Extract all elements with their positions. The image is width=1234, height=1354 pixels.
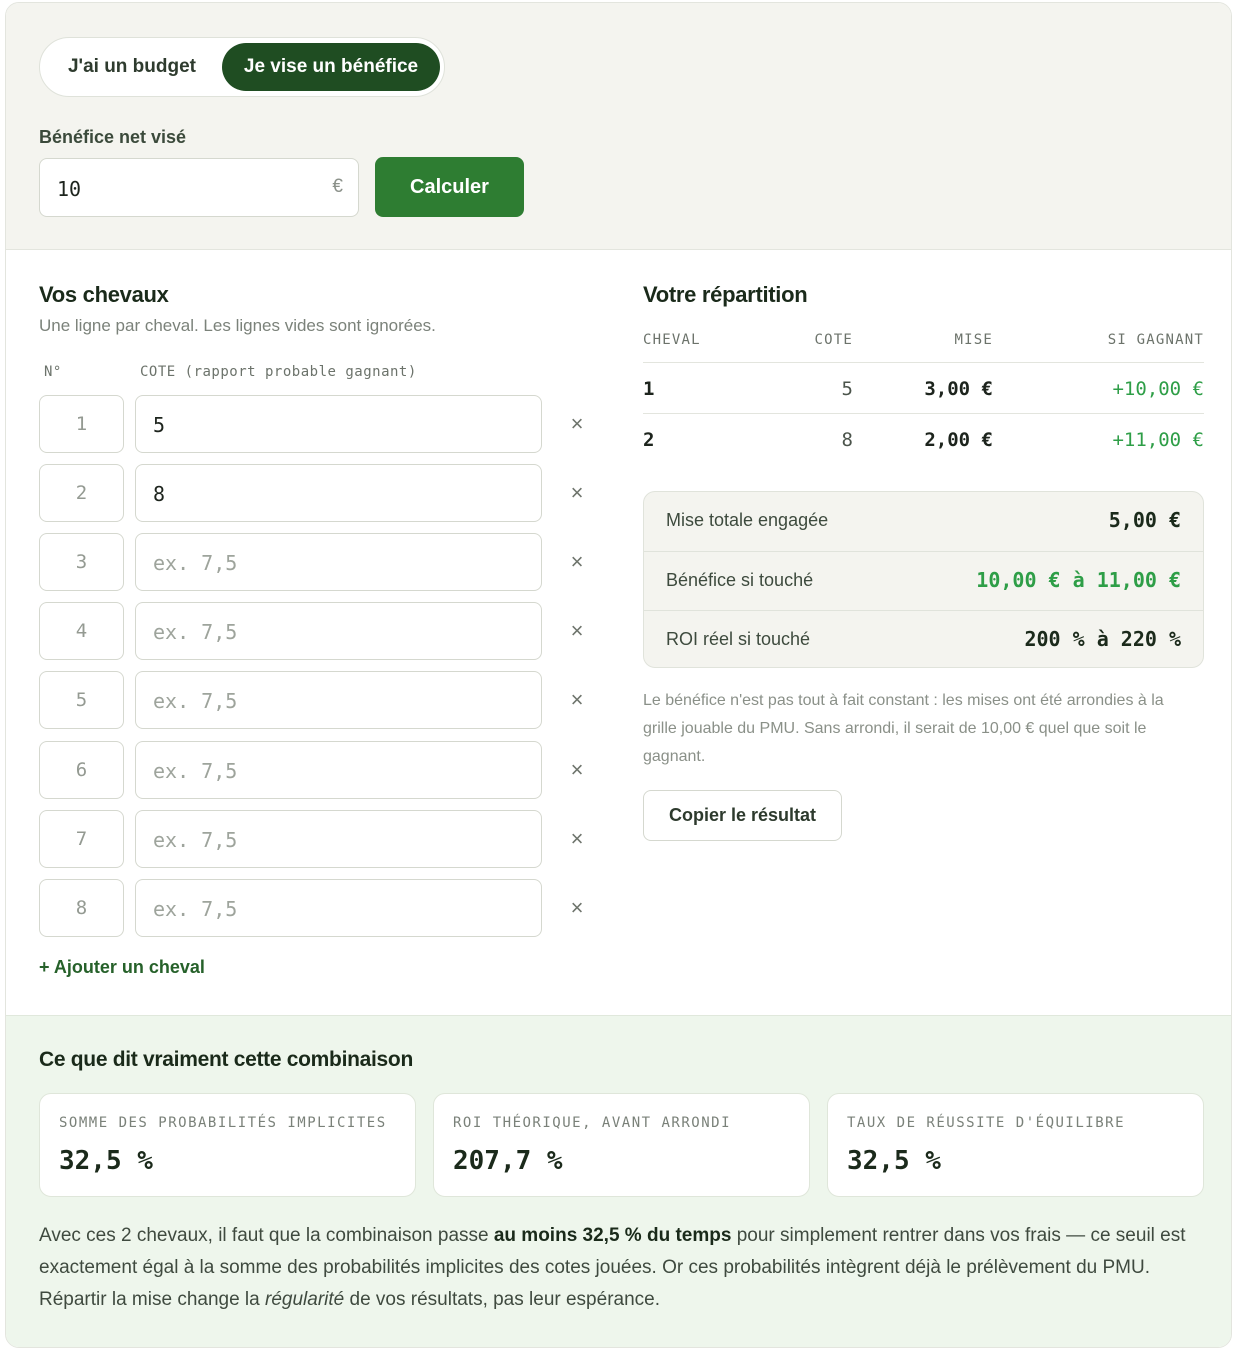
- row-horse: 2: [643, 429, 655, 451]
- stat-card: [827, 1093, 1204, 1197]
- odds-value: 5: [153, 413, 166, 437]
- horse-number-field[interactable]: 2: [39, 464, 124, 522]
- odds-value: 8: [153, 482, 166, 506]
- stat-card: [433, 1093, 810, 1197]
- remove-horse-icon[interactable]: ×: [570, 757, 584, 782]
- horse-number-field[interactable]: 4: [39, 602, 124, 660]
- row-odds: 8: [841, 429, 853, 451]
- horse-number-field[interactable]: 1: [39, 395, 124, 453]
- col-stake-header: MISE: [954, 332, 993, 348]
- odds-placeholder: ex. 7,5: [153, 897, 238, 921]
- total-stake-value: 5,00 €: [1108, 508, 1181, 532]
- profit-value: 10,00 € à 11,00 €: [976, 568, 1181, 592]
- odds-placeholder: ex. 7,5: [153, 620, 238, 644]
- col-odds-header: COTE (rapport probable gagnant): [140, 364, 417, 380]
- stat-label: ROI THÉORIQUE, AVANT ARRONDI: [453, 1115, 732, 1131]
- row-horse: 1: [643, 378, 655, 400]
- horse-number-field[interactable]: 7: [39, 810, 124, 868]
- para-text: de vos résultats, pas leur espérance.: [344, 1289, 661, 1310]
- odds-placeholder: ex. 7,5: [153, 828, 238, 852]
- stat-value: 32,5 %: [59, 1146, 153, 1176]
- row-odds: 5: [841, 378, 853, 400]
- horse-number-field[interactable]: 6: [39, 741, 124, 799]
- remove-horse-icon[interactable]: ×: [570, 895, 584, 920]
- calculate-button[interactable]: Calculer: [375, 157, 524, 217]
- summary-roi-row: [644, 610, 1203, 668]
- remove-horse-icon[interactable]: ×: [570, 687, 584, 712]
- horse-number-field[interactable]: 8: [39, 879, 124, 937]
- horse-odds-input[interactable]: [135, 671, 542, 729]
- add-horse-button[interactable]: + Ajouter un cheval: [39, 957, 205, 977]
- horse-odds-input[interactable]: [135, 810, 542, 868]
- para-text: pour simplement rentrer dans vos frais — ce seuil est exactement égal à la somme des probabilités implicites des cotes jouées. Or ces probabilités intègrent déjà le prélèvement du PMU. Répartir la mise change la: [39, 1225, 1186, 1310]
- horse-number-field[interactable]: 3: [39, 533, 124, 591]
- remove-horse-icon[interactable]: ×: [570, 411, 584, 436]
- calculator-card: [5, 2, 1232, 1348]
- target-amount-field[interactable]: [39, 158, 359, 217]
- col-horse-header: CHEVAL: [643, 332, 701, 348]
- horse-odds-input[interactable]: [135, 741, 542, 799]
- odds-placeholder: ex. 7,5: [153, 689, 238, 713]
- roi-label: ROI réel si touché: [666, 629, 811, 649]
- target-amount-value[interactable]: 10: [57, 177, 82, 201]
- remove-horse-icon[interactable]: ×: [570, 826, 584, 851]
- mode-budget-option[interactable]: J'ai un budget: [67, 56, 197, 77]
- target-label: Bénéfice net visé: [39, 127, 187, 147]
- odds-placeholder: ex. 7,5: [153, 759, 238, 783]
- remove-horse-icon[interactable]: ×: [570, 480, 584, 505]
- analysis-title: Ce que dit vraiment cette combinaison: [39, 1048, 413, 1071]
- row-stake: 2,00 €: [924, 429, 993, 451]
- summary-box: [643, 491, 1204, 668]
- mode-toggle: [39, 37, 445, 97]
- col-number-header: N°: [44, 364, 62, 380]
- stat-value: 207,7 %: [453, 1146, 563, 1176]
- horse-odds-input[interactable]: [135, 395, 542, 453]
- row-if-win: +10,00 €: [1112, 378, 1204, 400]
- horses-title: Vos chevaux: [39, 282, 169, 307]
- para-text: Avec ces 2 chevaux, il faut que la combinaison passe: [39, 1225, 494, 1246]
- horse-odds-input[interactable]: [135, 879, 542, 937]
- col-odds-header: COTE: [814, 332, 853, 348]
- copy-result-button[interactable]: Copier le résultat: [643, 790, 842, 841]
- summary-total-row: [644, 492, 1203, 551]
- row-if-win: +11,00 €: [1112, 429, 1204, 451]
- para-italic: régularité: [265, 1289, 345, 1310]
- table-divider: [643, 362, 1204, 363]
- remove-horse-icon[interactable]: ×: [570, 549, 584, 574]
- stat-label: SOMME DES PROBABILITÉS IMPLICITES: [59, 1115, 387, 1131]
- horse-number-field[interactable]: 5: [39, 671, 124, 729]
- table-divider: [643, 413, 1204, 414]
- stat-card: [39, 1093, 416, 1197]
- para-emphasis: au moins 32,5 % du temps: [493, 1225, 732, 1246]
- target-panel: [6, 3, 1231, 250]
- col-if-win-header: SI GAGNANT: [1107, 332, 1204, 348]
- horse-odds-input[interactable]: [135, 602, 542, 660]
- remove-horse-icon[interactable]: ×: [570, 618, 584, 643]
- horse-odds-input[interactable]: [135, 533, 542, 591]
- summary-profit-row: [644, 551, 1203, 610]
- total-stake-label: Mise totale engagée: [666, 510, 829, 530]
- stat-label: TAUX DE RÉUSSITE D'ÉQUILIBRE: [847, 1115, 1126, 1131]
- profit-label: Bénéfice si touché: [666, 570, 814, 590]
- horse-odds-input[interactable]: [135, 464, 542, 522]
- mode-profit-option[interactable]: Je vise un bénéfice: [222, 43, 440, 91]
- distribution-title: Votre répartition: [643, 282, 808, 307]
- roi-value: 200 % à 220 %: [1024, 627, 1181, 651]
- currency-suffix: €: [332, 176, 343, 197]
- horses-subtitle: Une ligne par cheval. Les lignes vides sont ignorées.: [39, 316, 436, 335]
- stat-value: 32,5 %: [847, 1146, 941, 1176]
- odds-placeholder: ex. 7,5: [153, 551, 238, 575]
- row-stake: 3,00 €: [924, 378, 993, 400]
- analysis-paragraph: [39, 1220, 1204, 1316]
- rounding-note: Le bénéfice n'est pas tout à fait constant : les mises ont été arrondies à la grille jouable du PMU. Sans arrondi, il serait de 10,00 € quel que soit le gagnant.: [643, 692, 1164, 765]
